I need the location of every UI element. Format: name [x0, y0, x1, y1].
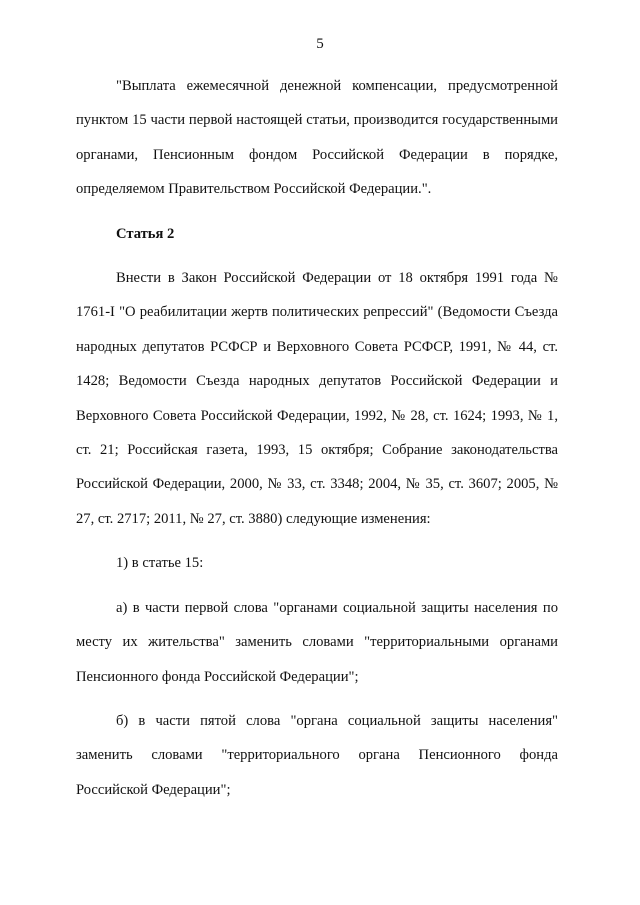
paragraph-amend-law: Внести в Закон Российской Федерации от 18 октября 1991 года № 1761-I "О реабилитации жертв политических репрессий" (Ведомости Съезда народных депутатов РСФСР и Верховного Совета РСФСР, 1991, № 44, ст. 1428; Ведомости Съезда народных депутатов Российской Федерации и Верховного Совета Российской Федерации, 1992, № 28, ст. 1624; 1993, № 1, ст. 21; Российская газета, 1993, 15 октября; Собрание законодательства Российской Федерации, 2000, № 33, ст. 3348; 2004, № 35, ст. 3607; 2005, № 27, ст. 2717; 2011, № 27, ст. 3880) следующие изменения: [76, 270, 558, 527]
paragraph-item-b: б) в части пятой слова "органа социальной защиты населения" заменить словами "территориального органа Пенсионного фонда Российской Федерации"; [76, 712, 558, 798]
document-body [76, 69, 558, 807]
paragraph-item-1: 1) в статье 15: [116, 555, 204, 572]
page-number: 5 [316, 36, 324, 52]
article-heading: Статья 2 [116, 225, 175, 242]
paragraph-item-a: а) в части первой слова "органами социальной защиты населения по месту их жительства" заменить словами "территориальными органами Пенсионного фонда Российской Федерации"; [76, 599, 558, 685]
paragraph-compensation: "Выплата ежемесячной денежной компенсации, предусмотренной пунктом 15 части первой настоящей статьи, производится государственными органами, Пенсионным фондом Российской Федерации в порядке, определяемом Правительством Российской Федерации.". [76, 78, 558, 198]
